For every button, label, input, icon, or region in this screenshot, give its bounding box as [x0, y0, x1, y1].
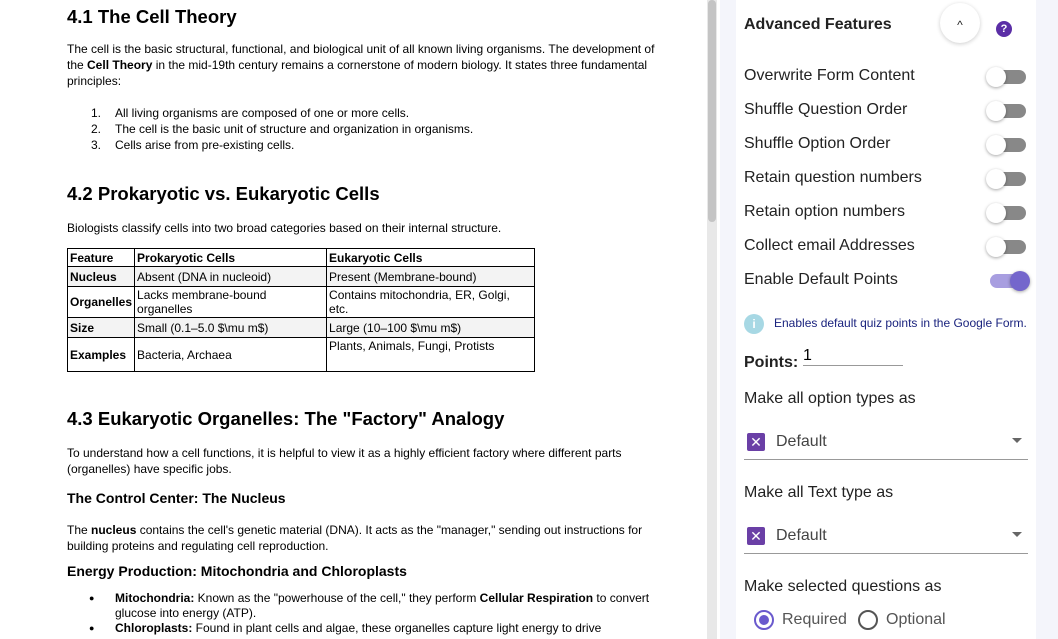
- text-type-select[interactable]: [744, 518, 1028, 554]
- paragraph-classify: Biologists classify cells into two broad categories based on their internal structure.: [67, 221, 502, 235]
- table-row: [68, 318, 535, 338]
- paragraph-cell-theory: [67, 41, 667, 89]
- toggle-retain-question-numbers[interactable]: [744, 169, 1024, 187]
- text: The: [67, 523, 92, 537]
- dropdown-arrow-icon: [1012, 438, 1022, 443]
- cell: Size: [68, 318, 135, 338]
- heading-energy: Energy Production: Mitochondria and Chloroplasts: [67, 563, 407, 579]
- toggle-overwrite-form-content[interactable]: [744, 67, 1024, 85]
- organelle-list: [67, 591, 687, 636]
- radio-unchecked-icon: [858, 610, 878, 630]
- help-icon[interactable]: ?: [996, 21, 1012, 37]
- option-types-select[interactable]: [744, 424, 1028, 460]
- close-x-icon: ✕: [747, 527, 765, 545]
- radio-required[interactable]: [754, 610, 847, 630]
- toggle-switch[interactable]: [990, 172, 1026, 186]
- toggle-label: Shuffle Option Order: [744, 135, 891, 152]
- dropdown-arrow-icon: [1012, 532, 1022, 537]
- text: Known as the "powerhouse of the cell," they perform: [194, 591, 480, 605]
- header-cell: Eukaryotic Cells: [327, 249, 535, 267]
- cell: Bacteria, Archaea: [135, 338, 327, 372]
- points-input[interactable]: [803, 347, 903, 366]
- header-cell: Feature: [68, 249, 135, 267]
- table-row: [68, 287, 535, 318]
- text: contains the cell's genetic material (DNA). It acts as the "manager," sending out instructions for building proteins and regulating cell reproduction.: [67, 523, 643, 553]
- radio-label: Required: [782, 611, 847, 629]
- toggle-shuffle-option-order[interactable]: [744, 135, 1024, 153]
- header-cell: Prokaryotic Cells: [135, 249, 327, 267]
- select-value: Default: [776, 433, 827, 450]
- toggle-switch[interactable]: [990, 138, 1026, 152]
- heading-4-2: 4.2 Prokaryotic vs. Eukaryotic Cells: [67, 183, 380, 204]
- bold-text: nucleus: [91, 523, 137, 537]
- cell: Organelles: [68, 287, 135, 318]
- list-number: 3.: [91, 138, 102, 152]
- cell: Large (10–100 $\mu m$): [327, 318, 535, 338]
- toggle-label: Enable Default Points: [744, 271, 898, 288]
- cell: Lacks membrane-bound organelles: [135, 287, 327, 318]
- chevron-up-icon: ^: [957, 18, 963, 32]
- toggle-switch[interactable]: [990, 104, 1026, 118]
- comparison-table: [67, 248, 535, 372]
- paragraph-nucleus: [67, 522, 657, 554]
- info-icon: i: [744, 314, 764, 334]
- list-text: The cell is the basic unit of structure and organization in organisms.: [115, 122, 474, 136]
- cell: Small (0.1–5.0 $\mu m$): [135, 318, 327, 338]
- heading-4-1: 4.1 The Cell Theory: [67, 6, 237, 27]
- list-number: 2.: [91, 122, 102, 136]
- close-x-icon: ✕: [747, 433, 765, 451]
- table-row: [68, 267, 535, 287]
- advanced-features-card: [736, 0, 1036, 639]
- text: The cell is the basic structural, functional, and biological unit of all known living organisms. The development of the: [67, 42, 655, 72]
- bold-text: Chloroplasts:: [115, 621, 193, 635]
- toggle-label: Retain option numbers: [744, 203, 905, 220]
- toggle-switch[interactable]: [990, 206, 1026, 220]
- principles-list: [67, 105, 667, 153]
- toggle-shuffle-question-order[interactable]: [744, 101, 1024, 119]
- cell: Absent (DNA in nucleoid): [135, 267, 327, 287]
- bold-text: Cell Theory: [87, 58, 153, 72]
- list-item: [67, 121, 667, 137]
- list-item: [67, 591, 687, 621]
- table-header-row: [68, 249, 535, 267]
- panel-title: Advanced Features: [744, 16, 892, 33]
- list-item: [67, 137, 667, 153]
- toggle-retain-option-numbers[interactable]: [744, 203, 1024, 221]
- list-text: Cells arise from pre-existing cells.: [115, 138, 295, 152]
- selected-questions-label: Make selected questions as: [744, 578, 942, 595]
- option-types-label: Make all option types as: [744, 390, 916, 407]
- heading-nucleus: The Control Center: The Nucleus: [67, 490, 286, 506]
- select-value: Default: [776, 527, 827, 544]
- cell: Present (Membrane-bound): [327, 267, 535, 287]
- toggle-label: Shuffle Question Order: [744, 101, 908, 118]
- list-item: [67, 105, 667, 121]
- points-label: Points:: [744, 354, 799, 371]
- collapse-button[interactable]: [940, 3, 980, 43]
- radio-optional[interactable]: [858, 610, 946, 630]
- list-number: 1.: [91, 106, 102, 120]
- text-type-label: Make all Text type as: [744, 484, 894, 501]
- info-text: Enables default quiz points in the Google Form.: [774, 316, 1027, 331]
- cell: Nucleus: [68, 267, 135, 287]
- toggle-switch[interactable]: [990, 70, 1026, 84]
- table-row: [68, 338, 535, 372]
- toggle-label: Collect email Addresses: [744, 237, 915, 254]
- radio-checked-icon: [754, 610, 774, 630]
- toggle-label: Overwrite Form Content: [744, 67, 915, 84]
- bold-text: Mitochondria:: [115, 591, 195, 605]
- toggle-enable-default-points[interactable]: [744, 271, 1024, 289]
- heading-4-3: 4.3 Eukaryotic Organelles: The "Factory" Analogy: [67, 408, 505, 429]
- cell: Examples: [68, 338, 135, 372]
- radio-label: Optional: [886, 611, 946, 629]
- side-panel: [720, 0, 1058, 639]
- list-text: All living organisms are composed of one or more cells.: [115, 106, 410, 120]
- cell: Contains mitochondria, ER, Golgi, etc.: [327, 287, 535, 318]
- toggle-label: Retain question numbers: [744, 169, 922, 186]
- text: in the mid-19th century remains a cornerstone of modern biology. It states three fundamental principles:: [67, 58, 648, 88]
- text: to convert glucose into energy (ATP).: [115, 591, 650, 620]
- scrollbar-thumb[interactable]: [708, 0, 716, 222]
- toggle-switch[interactable]: [990, 274, 1026, 288]
- paragraph-factory: To understand how a cell functions, it is helpful to view it as a highly efficient factory where different parts (organelles) have specific jobs.: [67, 446, 622, 476]
- text: Found in plant cells and algae, these organelles capture light energy to drive: [192, 621, 602, 635]
- list-item: [67, 621, 687, 636]
- toggle-switch[interactable]: [990, 240, 1026, 254]
- bold-text: Cellular Respiration: [479, 591, 594, 605]
- info-note: [744, 314, 1027, 334]
- toggle-collect-email[interactable]: [744, 237, 1024, 255]
- cell: Plants, Animals, Fungi, Protists: [327, 338, 535, 372]
